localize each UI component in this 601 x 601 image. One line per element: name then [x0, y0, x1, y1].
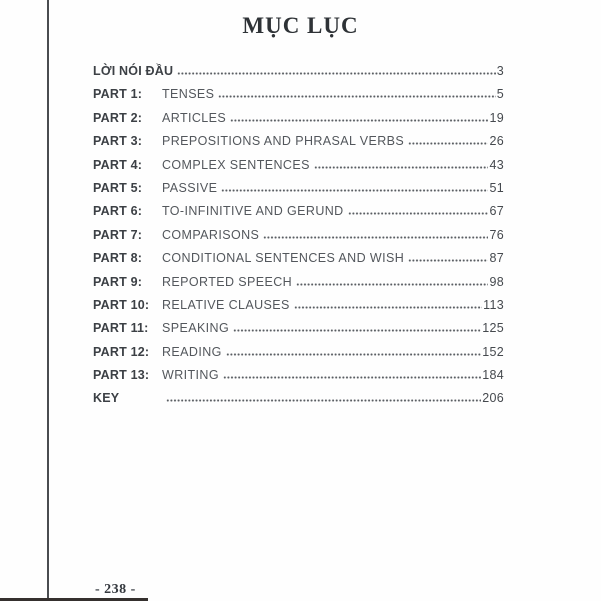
toc-entry-page-number: 67	[489, 204, 504, 219]
dot-leader	[221, 189, 488, 192]
toc-row	[93, 158, 504, 181]
toc-entry-label: PART 1:	[93, 87, 143, 102]
toc-entry-page-number: 43	[489, 157, 504, 172]
toc-row	[93, 368, 504, 391]
toc-entry-title: TO-INFINITIVE AND GERUND	[162, 204, 344, 219]
toc-entry-label: PART 12:	[93, 344, 150, 359]
toc-entry-label: PART 10:	[93, 297, 150, 312]
page-title: MỤC LỤC	[242, 13, 359, 38]
dot-leader	[348, 212, 489, 215]
toc-entry-page-number: 5	[496, 87, 504, 102]
toc-row	[93, 251, 504, 274]
toc-row	[93, 204, 504, 227]
toc-row	[93, 275, 504, 298]
toc-entry-page-number: 3	[496, 64, 504, 78]
toc-row	[93, 87, 504, 110]
toc-entry-page-number: 152	[482, 344, 504, 359]
toc-entry-label: PART 5:	[93, 180, 143, 195]
toc-entry-title: PASSIVE	[162, 180, 218, 195]
toc-entry-title: COMPLEX SENTENCES	[162, 157, 310, 172]
toc-entry-label: PART 8:	[93, 251, 143, 266]
toc-entry-label: PART 11:	[93, 321, 149, 336]
dot-leader	[226, 353, 481, 356]
toc-entry-page-number: 87	[489, 251, 504, 266]
toc-entry-page-number: 125	[482, 321, 504, 336]
toc-entry-label: LỜI NÓI ĐẦU	[93, 64, 174, 78]
toc-entry-label: PART 6:	[93, 204, 143, 219]
toc-entry-title: WRITING	[162, 368, 219, 383]
footer-page-number: - 238 -	[95, 582, 136, 597]
toc-entry-page-number: 98	[489, 274, 504, 289]
toc-entry-label: PART 4:	[93, 157, 143, 172]
toc-entry-title: TENSES	[162, 87, 215, 102]
toc-entry-page-number: 51	[489, 180, 504, 195]
dot-leader	[218, 95, 495, 98]
toc-entry-label: KEY	[93, 391, 120, 406]
dot-leader	[177, 72, 496, 75]
dot-leader	[408, 259, 488, 262]
dot-leader	[314, 166, 489, 169]
page-spine-line	[47, 0, 49, 601]
toc-entry-label: PART 7:	[93, 227, 143, 242]
toc-row	[93, 64, 504, 87]
dot-leader	[263, 236, 488, 239]
toc-row	[93, 298, 504, 321]
toc-entry-title: PREPOSITIONS AND PHRASAL VERBS	[162, 134, 405, 149]
dot-leader	[408, 142, 488, 145]
toc-entry-label: PART 9:	[93, 274, 143, 289]
toc-entry-title: CONDITIONAL SENTENCES AND WISH	[162, 251, 405, 266]
toc-entry-title: SPEAKING	[162, 321, 230, 336]
toc-entry-label: PART 2:	[93, 110, 143, 125]
toc-entry-label: PART 3:	[93, 134, 143, 149]
dot-leader	[233, 329, 481, 332]
toc-row	[93, 345, 504, 368]
toc-row	[93, 134, 504, 157]
dot-leader	[166, 399, 481, 402]
toc-row	[93, 181, 504, 204]
dot-leader	[294, 306, 482, 309]
dot-leader	[223, 376, 481, 379]
toc-row	[93, 391, 504, 414]
toc-row	[93, 111, 504, 134]
toc-entry-page-number: 113	[483, 297, 504, 312]
toc-row	[93, 228, 504, 251]
toc-entry-page-number: 76	[489, 227, 504, 242]
toc-entry-page-number: 206	[482, 391, 504, 406]
toc-entry-title: RELATIVE CLAUSES	[162, 297, 290, 312]
dot-leader	[230, 119, 488, 122]
table-of-contents	[93, 64, 504, 415]
toc-entry-page-number: 26	[489, 134, 504, 149]
toc-row	[93, 321, 504, 344]
toc-entry-title: ARTICLES	[162, 110, 227, 125]
toc-entry-title: REPORTED SPEECH	[162, 274, 293, 289]
toc-entry-title: COMPARISONS	[162, 227, 260, 242]
toc-entry-page-number: 184	[482, 368, 504, 383]
toc-entry-title: READING	[162, 344, 222, 359]
toc-entry-label: PART 13:	[93, 368, 150, 383]
dot-leader	[296, 283, 488, 286]
toc-entry-page-number: 19	[489, 110, 504, 125]
